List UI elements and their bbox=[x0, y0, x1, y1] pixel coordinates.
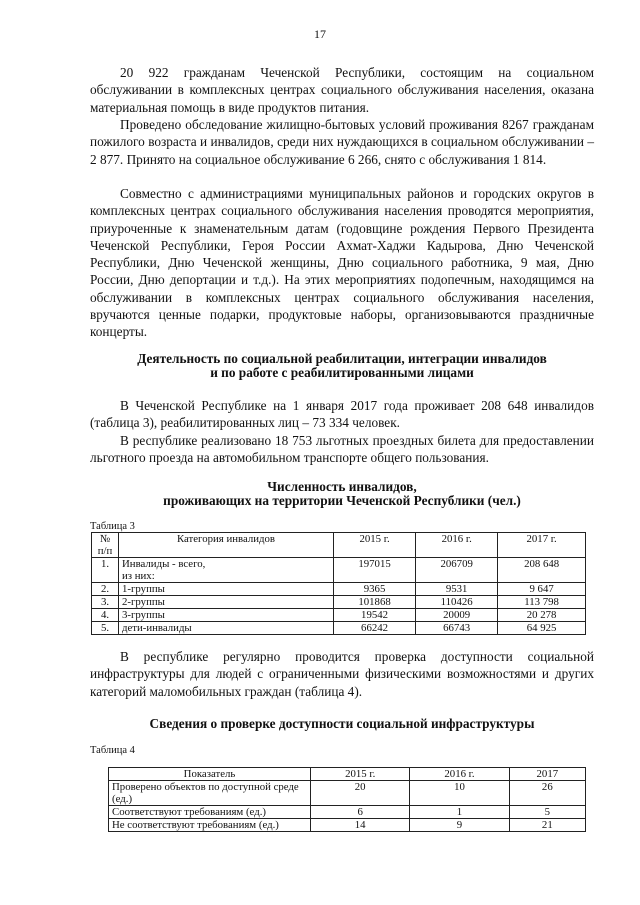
table-row bbox=[92, 583, 586, 596]
table-row bbox=[109, 819, 586, 832]
value-2016: 9531 bbox=[416, 583, 498, 596]
indicator-name: Проверено объектов по доступной среде (ед.) bbox=[109, 781, 311, 806]
row-number: 5. bbox=[92, 622, 119, 635]
row-number: 4. bbox=[92, 609, 119, 622]
category-name: Инвалиды - всего, bbox=[122, 558, 206, 570]
col-header-2017: 2017 г. bbox=[498, 533, 586, 558]
category-sub: из них: bbox=[122, 570, 155, 582]
section-heading-line1: Деятельность по социальной реабилитации, интеграции инвалидов bbox=[137, 351, 547, 366]
value-2015: 14 bbox=[311, 819, 410, 832]
section-heading bbox=[90, 352, 594, 380]
value-2017: 20 278 bbox=[498, 609, 586, 622]
table3-title-line1: Численность инвалидов, bbox=[267, 479, 417, 494]
value-2017: 21 bbox=[509, 819, 585, 832]
category-name: 3-группы bbox=[119, 609, 334, 622]
value-2017: 64 925 bbox=[498, 622, 586, 635]
row-number: 2. bbox=[92, 583, 119, 596]
value-2017: 113 798 bbox=[498, 596, 586, 609]
table-row bbox=[92, 596, 586, 609]
table-row bbox=[92, 622, 586, 635]
col-header-2015: 2015 г. bbox=[311, 768, 410, 781]
table-row bbox=[92, 609, 586, 622]
row-number: 1. bbox=[92, 558, 119, 583]
col-header-indicator: Показатель bbox=[109, 768, 311, 781]
table3-caption: Таблица 3 bbox=[90, 521, 135, 532]
value-2016: 206709 bbox=[416, 558, 498, 583]
col-header-2015: 2015 г. bbox=[334, 533, 416, 558]
col-header-category: Категория инвалидов bbox=[119, 533, 334, 558]
table-row bbox=[92, 558, 586, 583]
table3-title-line2: проживающих на территории Чеченской Республики (чел.) bbox=[163, 493, 521, 508]
category-name: дети-инвалиды bbox=[119, 622, 334, 635]
value-2017: 26 bbox=[509, 781, 585, 806]
value-2016: 10 bbox=[410, 781, 509, 806]
section-heading-line2: и по работе с реабилитированными лицами bbox=[210, 365, 474, 380]
col-header-2016: 2016 г. bbox=[410, 768, 509, 781]
value-2016: 20009 bbox=[416, 609, 498, 622]
value-2017: 5 bbox=[509, 806, 585, 819]
col-header-2017: 2017 bbox=[509, 768, 585, 781]
value-2016: 110426 bbox=[416, 596, 498, 609]
paragraph-food-aid: 20 922 гражданам Чеченской Республики, состоящим на социальном обслуживании в комплексных центрах социального обслуживания населения, оказана материальная помощь в виде продуктов питания. bbox=[90, 65, 594, 115]
paragraph-survey: Проведено обследование жилищно-бытовых условий проживания 8267 гражданам пожилого возраста и инвалидов, среди них нуждающихся в социальном обслуживании – 2 877. Принято на социальное обслуживание 6 266, снято с обслуживания 1 814. bbox=[90, 117, 594, 167]
paragraph-tickets: В республике реализовано 18 753 льготных проездных билета для предоставлении льготного проезда на автомобильном транспорте общего пользования. bbox=[90, 433, 594, 466]
row-number: 3. bbox=[92, 596, 119, 609]
row-category bbox=[119, 558, 334, 583]
value-2015: 6 bbox=[311, 806, 410, 819]
table4-title: Сведения о проверке доступности социальной инфраструктуры bbox=[149, 716, 535, 731]
value-2015: 197015 bbox=[334, 558, 416, 583]
value-2017: 208 648 bbox=[498, 558, 586, 583]
indicator-name: Не соответствуют требованиям (ед.) bbox=[109, 819, 311, 832]
value-2016: 9 bbox=[410, 819, 509, 832]
paragraph-accessibility: В республике регулярно проводится проверка доступности социальной инфраструктуры для людей с ограниченными физическими возможностями и других категорий маломобильных граждан (таблица 4). bbox=[90, 649, 594, 699]
paragraph-disabled-count: В Чеченской Республике на 1 января 2017 года проживает 208 648 инвалидов (таблица 3), реабилитированных лиц – 73 334 человек. bbox=[90, 398, 594, 431]
table-header-row bbox=[109, 768, 586, 781]
value-2017: 9 647 bbox=[498, 583, 586, 596]
category-name: 1-группы bbox=[119, 583, 334, 596]
table3 bbox=[91, 532, 586, 635]
col-header-number: № п/п bbox=[92, 533, 119, 558]
table-row bbox=[109, 781, 586, 806]
value-2016: 66743 bbox=[416, 622, 498, 635]
value-2016: 1 bbox=[410, 806, 509, 819]
value-2015: 19542 bbox=[334, 609, 416, 622]
paragraph-events: Совместно с администрациями муниципальных районов и городских округов в комплексных центрах социального обслуживания населения проводятся мероприятия, приуроченные к знаменательным датам (годовщине рождения Первого Президента Чеченской Республики, Героя России Ахмат-Хаджи Кадырова, Дню Чеченской Республики, Дню Чеченской женщины, Дню социального работника, 9 мая, Дню России, Дню депортации и т.д.). На этих мероприятиях подопечным, находящимся на обслуживании в комплексных центрах социального обслуживания населения, вручаются ценные подарки, продуктовые наборы, организовываются праздничные концерты. bbox=[90, 186, 594, 340]
table3-title bbox=[90, 480, 594, 508]
table4 bbox=[108, 767, 586, 832]
col-header-2016: 2016 г. bbox=[416, 533, 498, 558]
table-header-row bbox=[92, 533, 586, 558]
value-2015: 20 bbox=[311, 781, 410, 806]
value-2015: 66242 bbox=[334, 622, 416, 635]
page-number: 17 bbox=[314, 27, 326, 41]
table-row bbox=[109, 806, 586, 819]
value-2015: 9365 bbox=[334, 583, 416, 596]
value-2015: 101868 bbox=[334, 596, 416, 609]
table4-caption: Таблица 4 bbox=[90, 745, 135, 756]
indicator-name: Соответствуют требованиям (ед.) bbox=[109, 806, 311, 819]
category-name: 2-группы bbox=[119, 596, 334, 609]
